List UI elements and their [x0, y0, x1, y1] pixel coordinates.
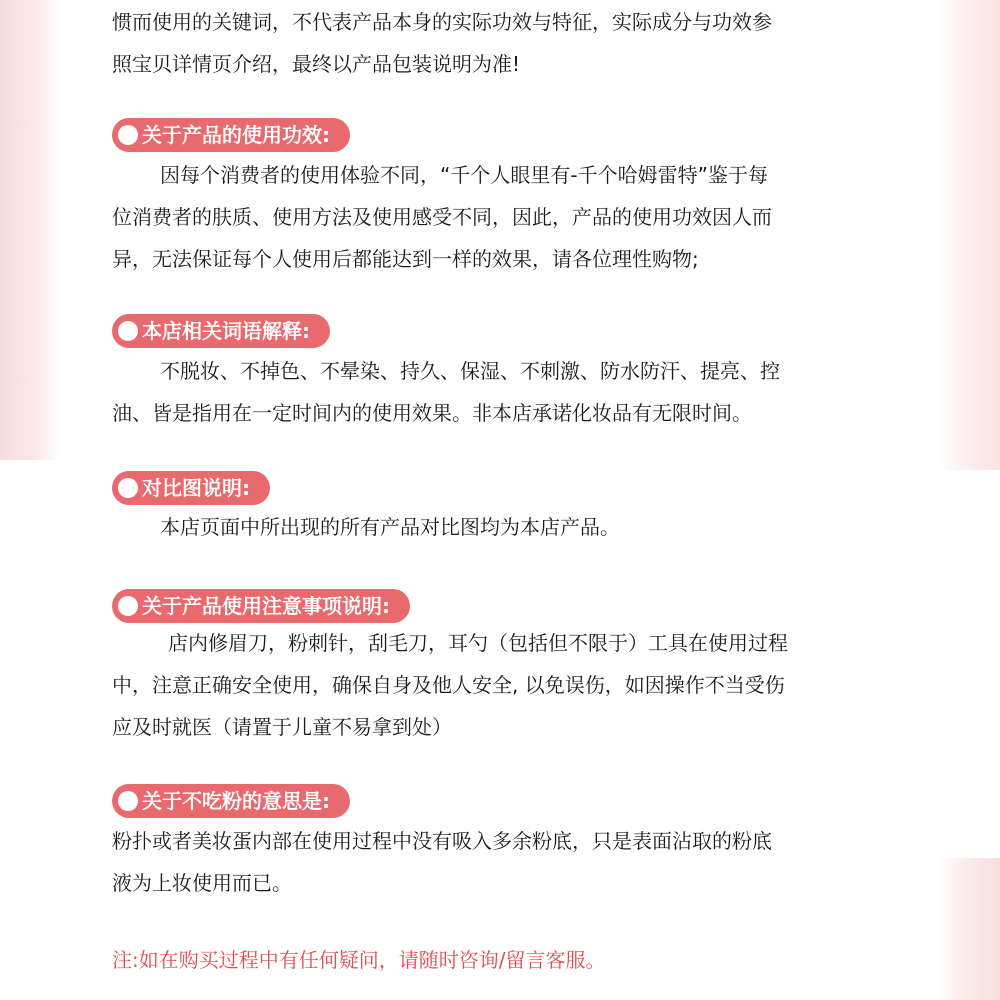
bullet-dot-icon [118, 596, 138, 616]
section-line: 位消费者的肤质、使用方法及使用感受不同，因此，产品的使用功效因人而 [112, 205, 772, 229]
section-line: 应及时就医（请置于儿童不易拿到处） [112, 715, 452, 739]
section-body-comparison [112, 506, 902, 548]
section-heading-label: 关于产品使用注意事项说明: [142, 594, 390, 618]
section-heading-label: 关于产品的使用功效: [142, 123, 330, 147]
section-heading-terms [112, 314, 330, 348]
section-line: 因每个消费者的使用体验不同，“千个人眼里有-千个哈姆雷特”鉴于每 [160, 163, 768, 187]
section-heading-no-absorb [112, 784, 350, 818]
intro-line: 照宝贝详情页介绍，最终以产品包装说明为准! [112, 52, 521, 76]
bullet-dot-icon [118, 478, 138, 498]
section-heading-comparison [112, 471, 270, 505]
section-line: 不脱妆、不掉色、不晕染、持久、保湿、不刺激、防水防汗、提亮、控 [160, 359, 780, 383]
right-bottom-edge-decoration [940, 858, 1000, 1000]
intro-line: 惯而使用的关键词，不代表产品本身的实际功效与特征，实际成分与功效参 [112, 10, 772, 34]
section-line: 中，注意正确安全使用，确保自身及他人安全, 以免误伤，如因操作不当受伤 [112, 673, 785, 697]
bullet-dot-icon [118, 321, 138, 341]
section-heading-label: 对比图说明: [142, 476, 250, 500]
section-body-usage-effect [112, 154, 902, 280]
section-heading-label: 关于不吃粉的意思是: [142, 789, 330, 813]
intro-paragraph [112, 1, 902, 85]
section-line: 液为上妆使用而已。 [112, 871, 292, 895]
section-heading-label: 本店相关词语解释: [142, 319, 310, 343]
bullet-dot-icon [118, 125, 138, 145]
section-body-terms [112, 350, 902, 434]
section-body-precautions [112, 622, 902, 748]
section-heading-precautions [112, 589, 410, 623]
section-line: 异，无法保证每个人使用后都能达到一样的效果，请各位理性购物; [112, 247, 699, 271]
section-line: 本店页面中所出现的所有产品对比图均为本店产品。 [160, 515, 620, 539]
section-heading-usage-effect [112, 118, 350, 152]
left-edge-decoration [0, 0, 60, 460]
section-line: 粉扑或者美妆蛋内部在使用过程中没有吸入多余粉底，只是表面沾取的粉底 [112, 829, 772, 853]
section-line: 油、皆是指用在一定时间内的使用效果。非本店承诺化妆品有无限时间。 [112, 401, 752, 425]
section-line: 店内修眉刀，粉刺针，刮毛刀，耳勺（包括但不限于）工具在使用过程 [168, 631, 788, 655]
customer-service-note: 注:如在购买过程中有任何疑问，请随时咨询/留言客服。 [112, 948, 606, 972]
bullet-dot-icon [118, 791, 138, 811]
section-body-no-absorb [112, 820, 902, 904]
right-edge-decoration [940, 0, 1000, 470]
